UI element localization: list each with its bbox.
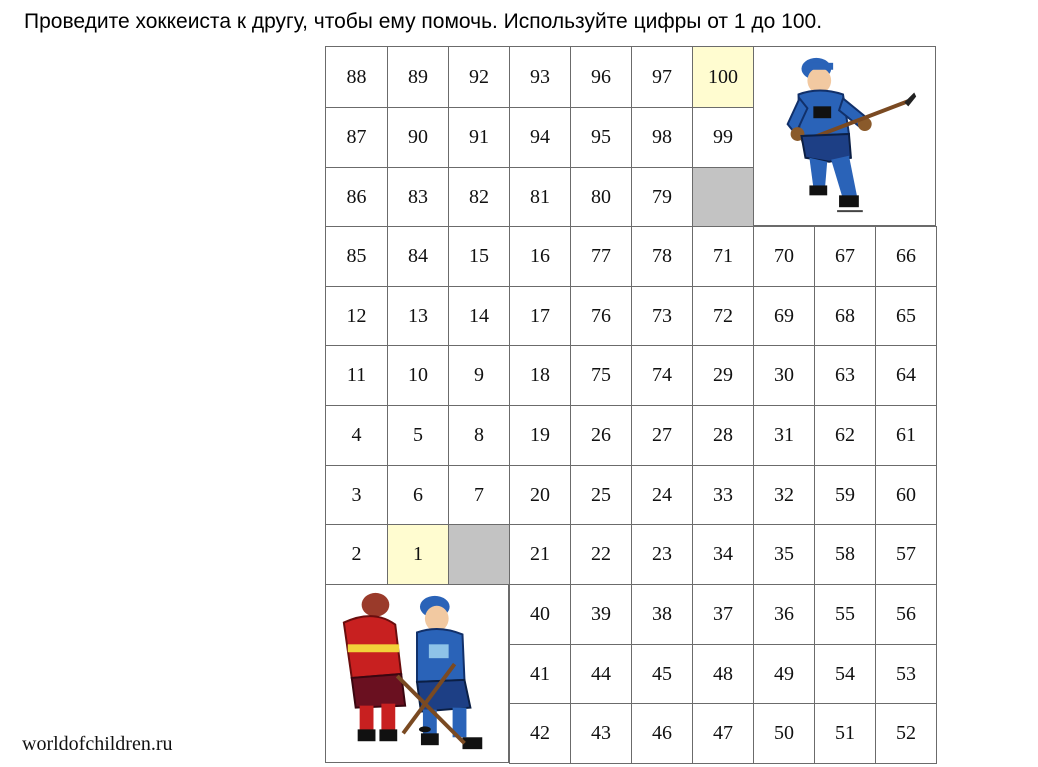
site-watermark: worldofchildren.ru bbox=[22, 733, 173, 755]
grid-cell-83[interactable]: 83 bbox=[387, 167, 449, 227]
grid-cell-97[interactable]: 97 bbox=[631, 46, 693, 108]
grid-cell-13[interactable]: 13 bbox=[387, 286, 449, 346]
grid-cell-18[interactable]: 18 bbox=[509, 345, 571, 406]
grid-cell-7[interactable]: 7 bbox=[448, 465, 510, 525]
grid-cell-59[interactable]: 59 bbox=[814, 465, 876, 525]
grid-cell-35[interactable]: 35 bbox=[753, 524, 815, 585]
grid-cell-40[interactable]: 40 bbox=[509, 584, 571, 645]
grid-cell-80[interactable]: 80 bbox=[570, 167, 632, 227]
grid-cell-15[interactable]: 15 bbox=[448, 226, 510, 287]
grid-cell-94[interactable]: 94 bbox=[509, 107, 571, 168]
hockey-player-top-icon bbox=[754, 47, 935, 225]
grid-cell-2[interactable]: 2 bbox=[325, 524, 388, 585]
grid-cell-16[interactable]: 16 bbox=[509, 226, 571, 287]
grid-cell-71[interactable]: 71 bbox=[692, 226, 754, 287]
grid-cell-20[interactable]: 20 bbox=[509, 465, 571, 525]
grid-cell-3[interactable]: 3 bbox=[325, 465, 388, 525]
grid-cell-21[interactable]: 21 bbox=[509, 524, 571, 585]
grid-cell-44[interactable]: 44 bbox=[570, 644, 632, 704]
grid-cell-87[interactable]: 87 bbox=[325, 107, 388, 168]
grid-cell-5[interactable]: 5 bbox=[387, 405, 449, 466]
grid-cell-66[interactable]: 66 bbox=[875, 226, 937, 287]
grid-cell-58[interactable]: 58 bbox=[814, 524, 876, 585]
grid-cell-76[interactable]: 76 bbox=[570, 286, 632, 346]
grid-cell-62[interactable]: 62 bbox=[814, 405, 876, 466]
grid-cell-88[interactable]: 88 bbox=[325, 46, 388, 108]
grid-cell-63[interactable]: 63 bbox=[814, 345, 876, 406]
grid-cell-77[interactable]: 77 bbox=[570, 226, 632, 287]
grid-cell-68[interactable]: 68 bbox=[814, 286, 876, 346]
hockey-players-bottom-icon bbox=[326, 585, 508, 762]
grid-cell-85[interactable]: 85 bbox=[325, 226, 388, 287]
grid-cell-79[interactable]: 79 bbox=[631, 167, 693, 227]
grid-cell-41[interactable]: 41 bbox=[509, 644, 571, 704]
grid-cell-46[interactable]: 46 bbox=[631, 703, 693, 764]
grid-cell-39[interactable]: 39 bbox=[570, 584, 632, 645]
grid-cell-6[interactable]: 6 bbox=[387, 465, 449, 525]
grid-cell-25[interactable]: 25 bbox=[570, 465, 632, 525]
grid-cell-14[interactable]: 14 bbox=[448, 286, 510, 346]
grid-cell-30[interactable]: 30 bbox=[753, 345, 815, 406]
grid-cell-55[interactable]: 55 bbox=[814, 584, 876, 645]
grid-cell-10[interactable]: 10 bbox=[387, 345, 449, 406]
grid-cell-19[interactable]: 19 bbox=[509, 405, 571, 466]
grid-cell-69[interactable]: 69 bbox=[753, 286, 815, 346]
grid-cell-74[interactable]: 74 bbox=[631, 345, 693, 406]
grid-cell-12[interactable]: 12 bbox=[325, 286, 388, 346]
grid-cell-47[interactable]: 47 bbox=[692, 703, 754, 764]
hockey-player-top-picture bbox=[753, 46, 936, 226]
grid-cell-65[interactable]: 65 bbox=[875, 286, 937, 346]
grid-cell-49[interactable]: 49 bbox=[753, 644, 815, 704]
hockey-players-bottom-picture bbox=[325, 584, 509, 763]
grid-cell-56[interactable]: 56 bbox=[875, 584, 937, 645]
grid-cell-26[interactable]: 26 bbox=[570, 405, 632, 466]
grid-cell-67[interactable]: 67 bbox=[814, 226, 876, 287]
grid-cell-1[interactable]: 1 bbox=[387, 524, 449, 585]
grid-cell-86[interactable]: 86 bbox=[325, 167, 388, 227]
grid-cell-99[interactable]: 99 bbox=[692, 107, 754, 168]
grid-cell-50[interactable]: 50 bbox=[753, 703, 815, 764]
grid-cell-60[interactable]: 60 bbox=[875, 465, 937, 525]
grid-cell-95[interactable]: 95 bbox=[570, 107, 632, 168]
grid-cell-100[interactable]: 100 bbox=[692, 46, 754, 108]
grid-cell-37[interactable]: 37 bbox=[692, 584, 754, 645]
grid-cell-23[interactable]: 23 bbox=[631, 524, 693, 585]
instruction-title: Проведите хоккеиста к другу, чтобы ему помочь. Используйте цифры от 1 до 100. bbox=[24, 10, 823, 33]
grid-cell-43[interactable]: 43 bbox=[570, 703, 632, 764]
grid-cell-11[interactable]: 11 bbox=[325, 345, 388, 406]
grid-cell-91[interactable]: 91 bbox=[448, 107, 510, 168]
grid-cell-33[interactable]: 33 bbox=[692, 465, 754, 525]
grid-cell-78[interactable]: 78 bbox=[631, 226, 693, 287]
grid-cell-29[interactable]: 29 bbox=[692, 345, 754, 406]
grid-cell-84[interactable]: 84 bbox=[387, 226, 449, 287]
grid-cell-28[interactable]: 28 bbox=[692, 405, 754, 466]
grid-cell-53[interactable]: 53 bbox=[875, 644, 937, 704]
grid-cell-61[interactable]: 61 bbox=[875, 405, 937, 466]
grid-cell-24[interactable]: 24 bbox=[631, 465, 693, 525]
grid-cell-96[interactable]: 96 bbox=[570, 46, 632, 108]
grid-cell-72[interactable]: 72 bbox=[692, 286, 754, 346]
grid-cell-31[interactable]: 31 bbox=[753, 405, 815, 466]
grid-cell-45[interactable]: 45 bbox=[631, 644, 693, 704]
grid-cell-42[interactable]: 42 bbox=[509, 703, 571, 764]
grid-cell-38[interactable]: 38 bbox=[631, 584, 693, 645]
grid-cell-36[interactable]: 36 bbox=[753, 584, 815, 645]
grid-cell-27[interactable]: 27 bbox=[631, 405, 693, 466]
grid-cell-98[interactable]: 98 bbox=[631, 107, 693, 168]
grid-cell-32[interactable]: 32 bbox=[753, 465, 815, 525]
grid-cell-89[interactable]: 89 bbox=[387, 46, 449, 108]
grid-cell-57[interactable]: 57 bbox=[875, 524, 937, 585]
grid-cell-4[interactable]: 4 bbox=[325, 405, 388, 466]
grid-cell-81[interactable]: 81 bbox=[509, 167, 571, 227]
grid-cell-82[interactable]: 82 bbox=[448, 167, 510, 227]
grid-cell-93[interactable]: 93 bbox=[509, 46, 571, 108]
grid-cell-8[interactable]: 8 bbox=[448, 405, 510, 466]
grid-cell-73[interactable]: 73 bbox=[631, 286, 693, 346]
grid-cell-52[interactable]: 52 bbox=[875, 703, 937, 764]
blocked-cell[interactable] bbox=[448, 524, 510, 585]
grid-cell-92[interactable]: 92 bbox=[448, 46, 510, 108]
blocked-cell[interactable] bbox=[692, 167, 754, 227]
grid-cell-51[interactable]: 51 bbox=[814, 703, 876, 764]
grid-cell-90[interactable]: 90 bbox=[387, 107, 449, 168]
grid-cell-17[interactable]: 17 bbox=[509, 286, 571, 346]
grid-cell-9[interactable]: 9 bbox=[448, 345, 510, 406]
grid-cell-64[interactable]: 64 bbox=[875, 345, 937, 406]
grid-cell-48[interactable]: 48 bbox=[692, 644, 754, 704]
grid-cell-75[interactable]: 75 bbox=[570, 345, 632, 406]
grid-cell-34[interactable]: 34 bbox=[692, 524, 754, 585]
grid-cell-54[interactable]: 54 bbox=[814, 644, 876, 704]
number-maze-grid bbox=[325, 46, 936, 763]
grid-cell-70[interactable]: 70 bbox=[753, 226, 815, 287]
grid-cell-22[interactable]: 22 bbox=[570, 524, 632, 585]
